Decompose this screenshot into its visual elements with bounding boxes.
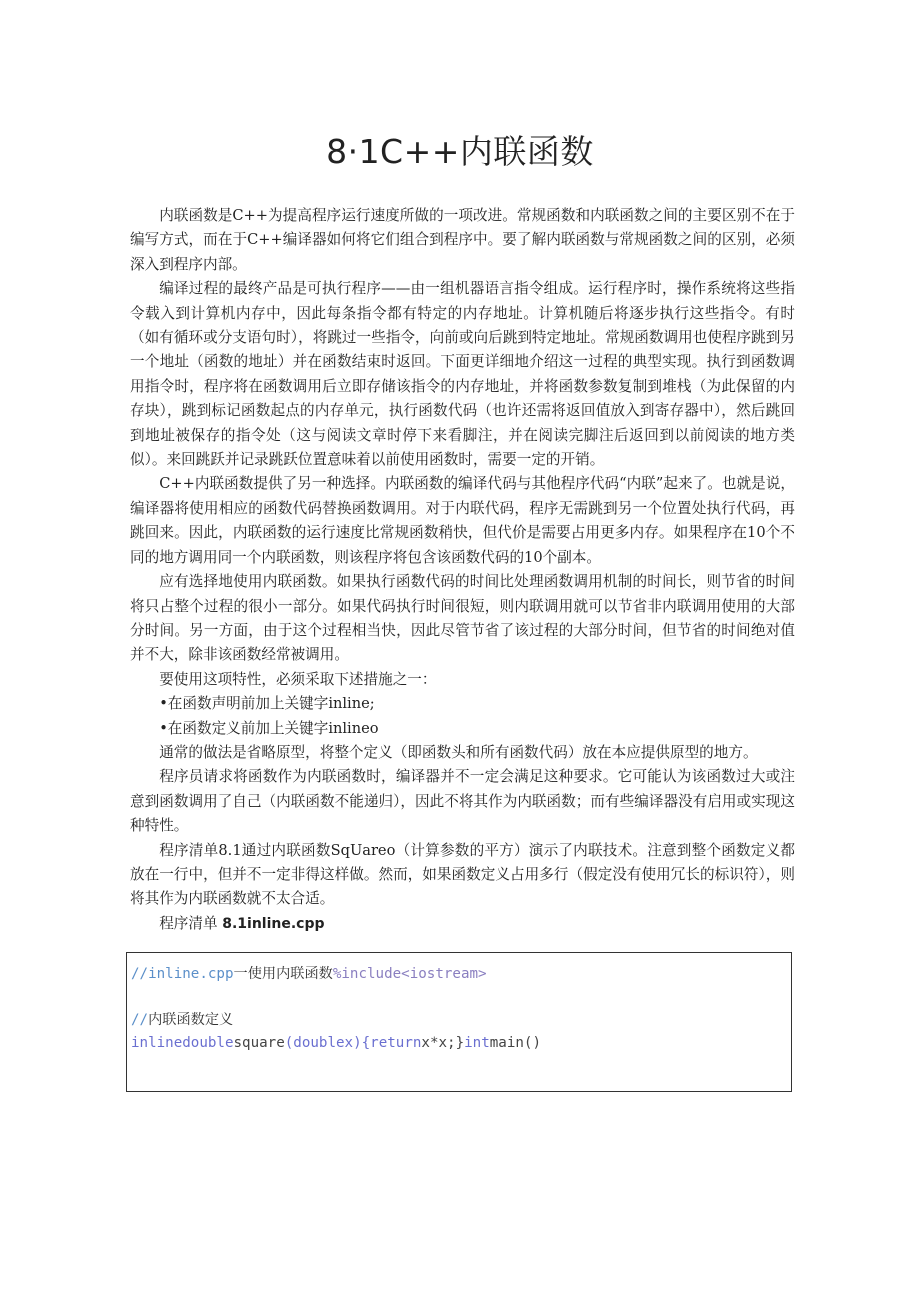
code-comment: //inline.cpp	[131, 966, 234, 982]
code-keyword-int: int	[464, 1035, 490, 1051]
bullet-declaration: •在函数声明前加上关键字inline;	[159, 695, 375, 713]
paragraph-compile-process: 编译过程的最终产品是可执行程序——由一组机器语言指令组成。运行程序时，操作系统将这些指令载入到计算机内存中，因此每条指令都有特定的内存地址。计算机随后将逐步执行这些指令。有时（如有循环或分支语句时），将跳过一些指令，向前或向后跳到特定地址。常规函数调用也使程序跳到另一个地址（函数的地址）并在函数结束时返回。下面更详细地介绍这一过程的典型实现。执行到函数调用指令时，程序将在函数调用后立即存储该指令的内存地址，并将函数参数复制到堆栈（为此保留的内存块），跳到标记函数起点的内存单元，执行函数代码（也许还需将返回值放入到寄存器中），然后跳回到地址被保存的指令处（这与阅读文章时停下来看脚注，并在阅读完脚注后返回到以前阅读的地方类似）。来回跳跃并记录跳跃位置意味着以前使用函数时，需要一定的开销。	[130, 280, 795, 469]
code-keyword-double: double	[182, 1035, 234, 1051]
paragraph-selective-use: 应有选择地使用内联函数。如果执行函数代码的时间比处理函数调用机制的时间长，则节省的时间将只占整个过程的很小一部分。如果代码执行时间很短，则内联调用就可以节省非内联调用使用的大部分时间。另一方面，由于这个过程相当快，因此尽管节省了该过程的大部分时间，但节省的时间绝对值并不大，除非该函数经常被调用。	[130, 573, 795, 664]
listing-caption-prefix: 程序清单	[159, 914, 218, 932]
code-keyword-inline: inline	[131, 1035, 183, 1051]
code-comment-text: 内联函数定义	[148, 1012, 234, 1028]
paragraph-common-practice: 通常的做法是省略原型，将整个定义（即函数头和所有函数代码）放在本应提供原型的地方。	[159, 743, 758, 761]
code-comment-text: 一使用内联函数	[233, 966, 333, 982]
page-title: 8·1C++内联函数	[326, 132, 594, 171]
listing-caption-filename: 8.1inline.cpp	[222, 915, 325, 932]
paragraph-usage-steps: 要使用这项特性，必须采取下述措施之一：	[159, 670, 437, 688]
body-text	[130, 204, 795, 936]
code-keyword-return: return	[370, 1035, 422, 1051]
paragraph-listing-intro: 程序清单8.1通过内联函数SqUareo（计算参数的平方）演示了内联技术。注意到整个函数定义都放在一行中，但并不一定非得这样做。然而，如果函数定义占用多行（假定没有使用冗长的标识符），则将其作为内联函数就不太合适。	[130, 841, 795, 908]
paragraph-compiler-request: 程序员请求将函数作为内联函数时，编译器并不一定会满足这种要求。它可能认为该函数过大或注意到函数调用了自己（内联函数不能递归），因此不将其作为内联函数；而有些编译器没有启用或实现这种特性。	[130, 768, 795, 835]
code-line-4	[131, 1032, 791, 1055]
code-listing-box	[126, 952, 792, 1092]
paragraph-inline-alternative: C++内联函数提供了另一种选择。内联函数的编译代码与其他程序代码“内联”起来了。也就是说，编译器将使用相应的函数代码替换函数调用。对于内联代码，程序无需跳到另一个位置处执行代码，再跳回来。因此，内联函数的运行速度比常规函数稍快，但代价是需要占用更多内存。如果程序在10个不同的地方调用同一个内联函数，则该程序将包含该函数代码的10个副本。	[130, 475, 795, 566]
code-identifier-main: main()	[489, 1035, 542, 1051]
code-comment-slashes: //	[131, 1012, 149, 1028]
code-line-3	[131, 1009, 791, 1032]
listing-caption	[130, 912, 795, 936]
code-preprocessor: %include<iostream>	[332, 966, 487, 982]
code-line-2-blank	[131, 986, 791, 1009]
code-identifier-square: square	[233, 1035, 285, 1051]
code-line-1	[131, 963, 791, 986]
bullet-definition: •在函数定义前加上关键字inlineo	[159, 719, 379, 737]
code-return-expression: x*x;}	[421, 1035, 465, 1051]
code-parameter-list: (doublex){	[284, 1035, 371, 1051]
paragraph-intro: 内联函数是C++为提高程序运行速度所做的一项改进。常规函数和内联函数之间的主要区别不在于编写方式，而在于C++编译器如何将它们组合到程序中。要了解内联函数与常规函数之间的区别，必须深入到程序内部。	[130, 207, 795, 273]
